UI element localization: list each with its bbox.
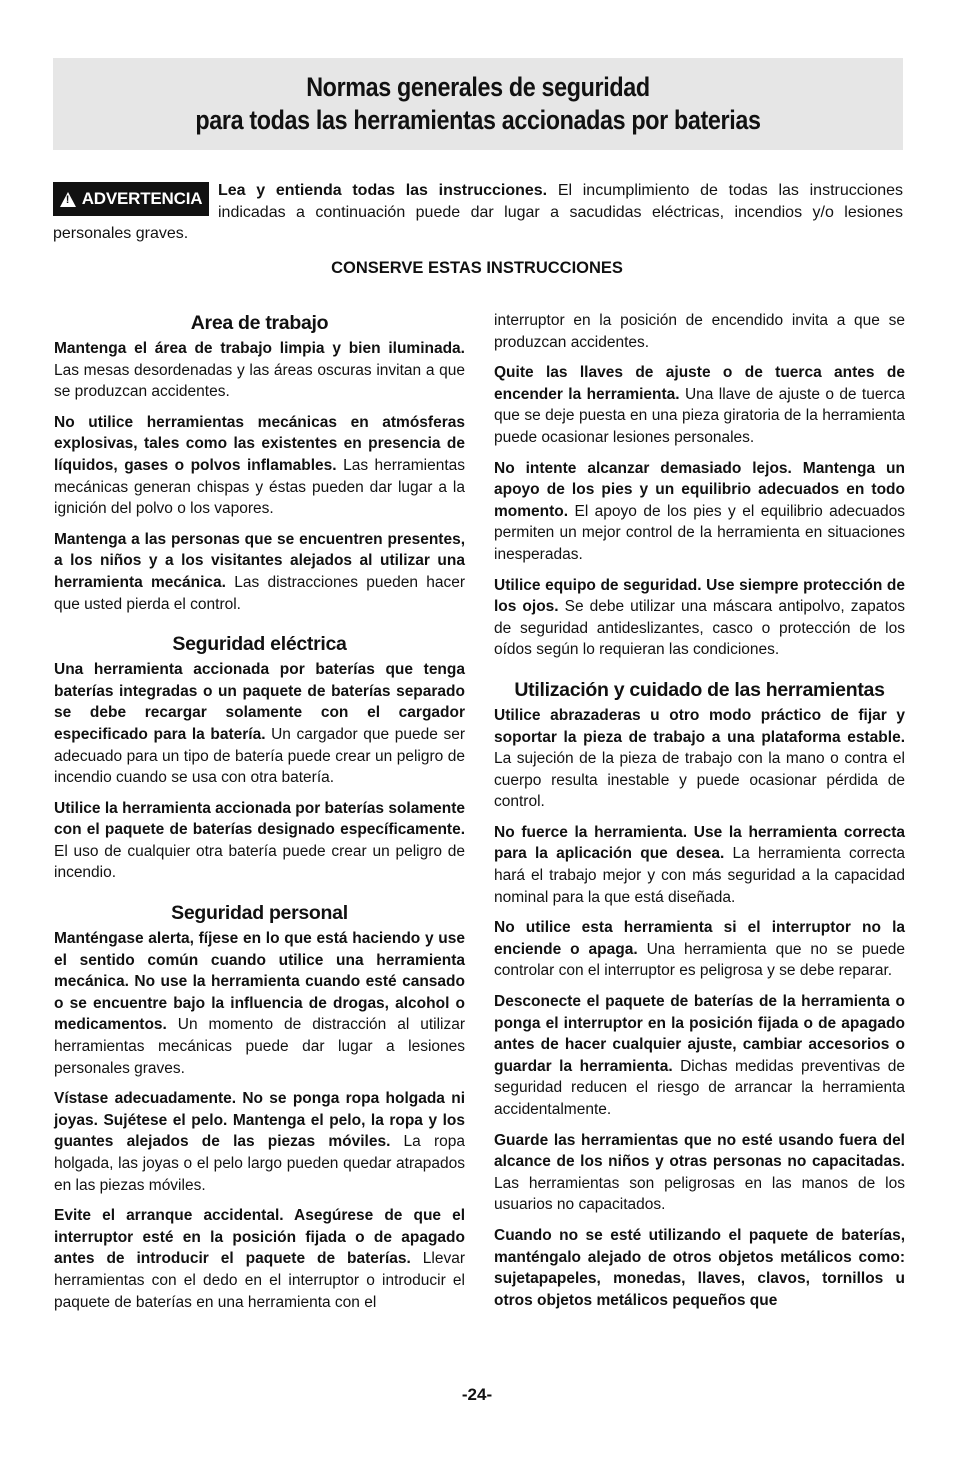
paragraph-text: Una herramienta que no se puede controlar con el interruptor es peligrosa y se debe reparar. xyxy=(494,940,905,980)
paragraph-text: El uso de cualquier otra batería puede crear un peligro de incendio. xyxy=(54,842,465,882)
page-number: -24- xyxy=(461,1385,493,1404)
paragraph-bold: Guarde las herramientas que no esté usando fuera del alcance de los niños y otras personas no capacitadas. xyxy=(494,1131,905,1171)
paragraph-bold: Mantenga el área de trabajo limpia y bien iluminada. xyxy=(54,340,465,357)
warning-triangle-icon: ! xyxy=(60,192,76,207)
paragraph-text: Dichas medidas preventivas de seguridad reducen el riesgo de arrancar la herramienta accidentalmente. xyxy=(494,1057,905,1118)
paragraph xyxy=(54,928,465,1079)
paragraph xyxy=(494,458,905,566)
paragraph-text: Una llave de ajuste o de tuerca que se deje puesta en una pieza giratoria de la herramienta puede ocasionar lesiones personales. xyxy=(494,385,905,446)
warning-badge xyxy=(53,182,209,216)
page-title-line-2: para todas las herramientas accionadas por baterias xyxy=(195,105,761,135)
paragraph xyxy=(494,1130,905,1216)
paragraph xyxy=(494,362,905,448)
paragraph xyxy=(494,1225,905,1311)
section-heading-work-area: Area de trabajo xyxy=(190,312,329,334)
paragraph-bold: Desconecte el paquete de baterías de la herramienta o ponga el interruptor en la posición fijada o de apagado antes de hacer cualquier ajuste, cambiar accesorios o guardar la herramienta. xyxy=(494,993,905,1075)
paragraph xyxy=(54,529,465,615)
warning-lead: Lea y entienda todas las instrucciones. xyxy=(218,182,548,199)
paragraph-text: Las distracciones pueden hacer que usted pierda el control. xyxy=(54,573,465,613)
paragraph-text: Un cargador que puede ser adecuado para un tipo de batería puede crear un peligro de incendio cuando se usa con otra batería. xyxy=(54,725,465,787)
paragraph xyxy=(494,822,905,908)
section-heading-electrical: Seguridad eléctrica xyxy=(172,633,347,656)
paragraph-bold: Utilice equipo de seguridad. Use siempre protección de los ojos. xyxy=(494,576,905,616)
paragraph xyxy=(54,1205,465,1313)
paragraph-text: Las mesas desordenadas y las áreas oscuras invitan a que se produzcan accidentes. xyxy=(54,361,465,401)
paragraph-text: La herramienta correcta hará el trabajo mejor y con más seguridad a la capacidad nominal para la que está diseñada. xyxy=(494,845,905,906)
paragraph-text: Un momento de distracción al utilizar herramientas mecánicas puede dar lugar a lesiones personales graves. xyxy=(54,1016,465,1077)
paragraph-bold: Quite las llaves de ajuste o de tuerca antes de encender la herramienta. xyxy=(494,364,905,403)
paragraph xyxy=(494,575,905,661)
paragraph-bold: No utilice esta herramienta si el interruptor no la enciende o apaga. xyxy=(494,919,905,958)
paragraph-text: La sujeción de la pieza de trabajo con la mano o contra el cuerpo resulta inestable y puede ocasionar pérdida de control. xyxy=(494,750,905,811)
section-heading-personal: Seguridad personal xyxy=(171,902,348,925)
warning-text: El incumplimiento de todas las instrucciones indicadas a continuación puede dar lugar a sacudidas eléctricas, incendios y/o lesiones personales graves. xyxy=(53,182,903,242)
paragraph-continued: interruptor en la posición de encendido invita a que se produzcan accidentes. xyxy=(494,312,905,351)
left-column xyxy=(54,310,465,1322)
save-instructions-heading: CONSERVE ESTAS INSTRUCCIONES xyxy=(331,259,623,277)
paragraph-bold: Utilice abrazaderas u otro modo práctico de fijar y soportar la pieza de trabajo a una plataforma estable. xyxy=(494,706,905,746)
paragraph xyxy=(54,338,465,403)
paragraph-bold: Manténgase alerta, fíjese en lo que está haciendo y use el sentido común cuando utilice una herramienta mecánica. No use la herramienta cuando esté cansado o se encuentre bajo la influencia de drogas, alcohol o medicamentos. xyxy=(54,930,465,1034)
paragraph-bold: Utilice la herramienta accionada por baterías solamente con el paquete de baterías designado específicamente. xyxy=(54,799,465,839)
paragraph xyxy=(494,705,905,813)
paragraph xyxy=(54,1088,465,1196)
paragraph-bold: Cuando no se esté utilizando el paquete de baterías, manténgalo alejado de otros objetos metálicos como: sujetapapeles, monedas, llaves, clavos, tornillos u otros objetos metálicos pequeños que xyxy=(494,1226,905,1309)
paragraph-bold: Vístase adecuadamente. No se ponga ropa holgada ni joyas. Sujétese el pelo. Mantenga el pelo, la ropa y los guantes alejados de las piezas móviles. xyxy=(54,1090,465,1151)
paragraph-text: La ropa holgada, las joyas o el pelo largo pueden quedar atrapados en las piezas móviles. xyxy=(54,1133,465,1194)
paragraph-text: El apoyo de los pies y el equilibrio adecuados permiten un mejor control de la herramienta en situaciones inesperadas. xyxy=(494,502,905,563)
paragraph-text: Las herramientas son peligrosas en las manos de los usuarios no capacitados. xyxy=(494,1174,905,1214)
page-title-line-1: Normas generales de seguridad xyxy=(306,72,650,102)
paragraph xyxy=(494,991,905,1121)
paragraph xyxy=(54,798,465,884)
paragraph-bold: Mantenga a las personas que se encuentren presentes, a los niños y a los visitantes alejados al utilizar una herramienta mecánica. xyxy=(54,530,465,591)
paragraph-bold: No fuerce la herramienta. Use la herramienta correcta para la aplicación que desea. xyxy=(494,823,905,863)
paragraph-bold: Evite el arranque accidental. Asegúrese de que el interruptor esté en la posición fijada o de apagado antes de introducir el paquete de baterías. xyxy=(54,1207,465,1268)
paragraph xyxy=(54,659,465,789)
paragraph-text: Llevar herramientas con el dedo en el interruptor o introducir el paquete de baterías en una herramienta con el xyxy=(54,1250,465,1311)
paragraph-bold: No intente alcanzar demasiado lejos. Mantenga un apoyo de los pies y un equilibrio adecuados en todo momento. xyxy=(494,459,905,520)
paragraph-text: Las herramientas mecánicas generan chispas y éstas pueden dar lugar a la ignición del polvo o los vapores. xyxy=(54,456,465,518)
right-column xyxy=(494,310,905,1320)
paragraph-bold: Una herramienta accionada por baterías que tenga baterías integradas o un paquete de baterías separado se debe recargar solamente con el cargador especificado para la batería. xyxy=(54,661,465,743)
warning-badge-label: ADVERTENCIA xyxy=(81,189,203,208)
paragraph-bold: No utilice herramientas mecánicas en atmósferas explosivas, tales como las existentes en presencia de líquidos, gases o polvos inflamables. xyxy=(54,413,465,474)
paragraph-text: Se debe utilizar una máscara antipolvo, zapatos de seguridad antideslizantes, casco o protección de los oídos según lo requieran las condiciones. xyxy=(494,598,906,659)
paragraph xyxy=(494,917,905,982)
paragraph xyxy=(54,412,465,520)
section-heading-tool-use: Utilización y cuidado de las herramientas xyxy=(514,678,885,701)
title-banner xyxy=(53,58,903,150)
